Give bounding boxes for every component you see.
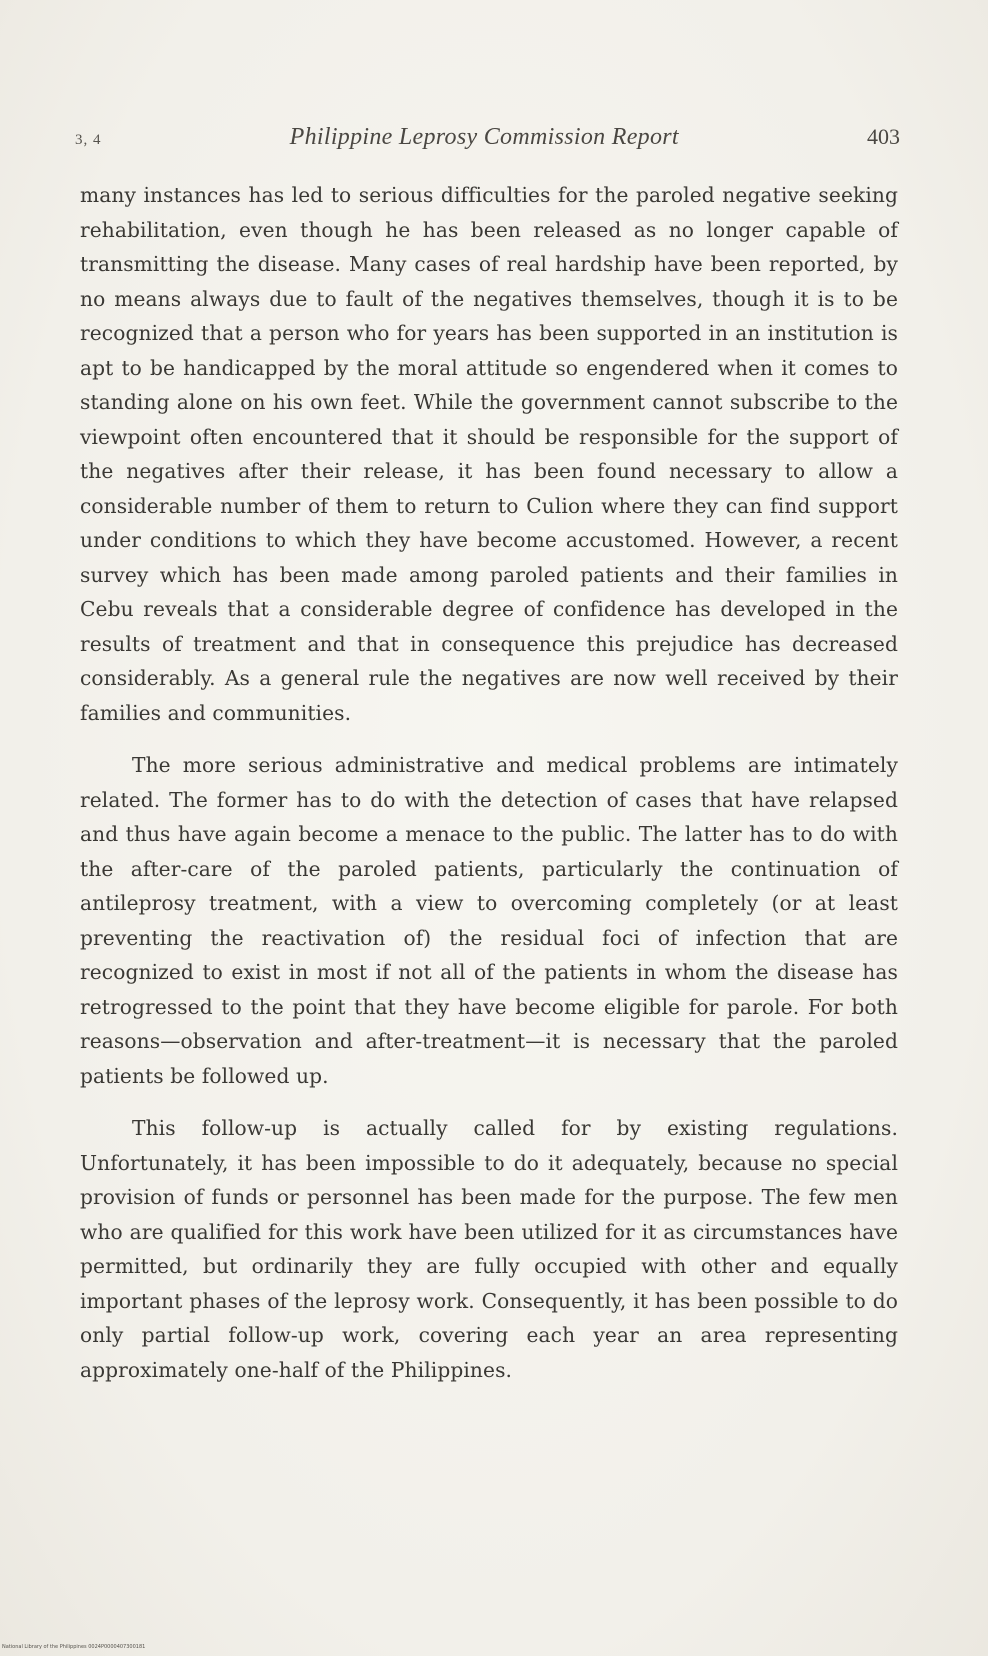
library-footer-note: National Library of the Philippines 0024P0000407300181	[2, 1644, 146, 1650]
body-text	[80, 178, 898, 1387]
page-number: 403	[866, 124, 900, 149]
running-title: Philippine Leprosy Commission Report	[289, 124, 679, 150]
section-number: 3, 4	[75, 132, 102, 148]
running-header	[75, 124, 900, 154]
paragraph-3: This follow-up is actually called for by existing regulations. Unfortunately, it has been impossible to do it adequately, because no special provision of funds or personnel has been made for the purpose. The few men who are qualified for this work have been utilized for it as circumstances have permitted, but ordinarily they are fully occupied with other and equally important phases of the leprosy work. Consequently, it has been possible to do only partial follow-up work, covering each year an area representing approximately one-half of the Philippines.	[80, 1116, 898, 1382]
paragraph-1: many instances has led to serious difficulties for the paroled negative seeking rehabilitation, even though he has been released as no longer capable of transmitting the disease. Many cases of real hardship have been reported, by no means always due to fault of the negatives themselves, though it is to be recognized that a person who for years has been supported in an institution is apt to be handicapped by the moral attitude so engendered when it comes to standing alone on his own feet. While the government cannot subscribe to the viewpoint often encountered that it should be responsible for the support of the negatives after their release, it has been found necessary to allow a considerable number of them to return to Culion where they can find support under conditions to which they have become accustomed. However, a recent survey which has been made among paroled patients and their families in Cebu reveals that a considerable degree of confidence has developed in the results of treatment and that in consequence this prejudice has decreased considerably. As a general rule the negatives are now well received by their families and communities.	[80, 183, 898, 725]
paragraph-2: The more serious administrative and medical problems are intimately related. The former has to do with the detection of cases that have relapsed and thus have again become a menace to the public. The latter has to do with the after-care of the paroled patients, particularly the continuation of antileprosy treatment, with a view to overcoming completely (or at least preventing the reactivation of) the residual foci of infection that are recognized to exist in most if not all of the patients in whom the disease has retrogressed to the point that they have become eligible for parole. For both reasons—observation and after-treatment—it is necessary that the paroled patients be followed up.	[80, 753, 898, 1088]
